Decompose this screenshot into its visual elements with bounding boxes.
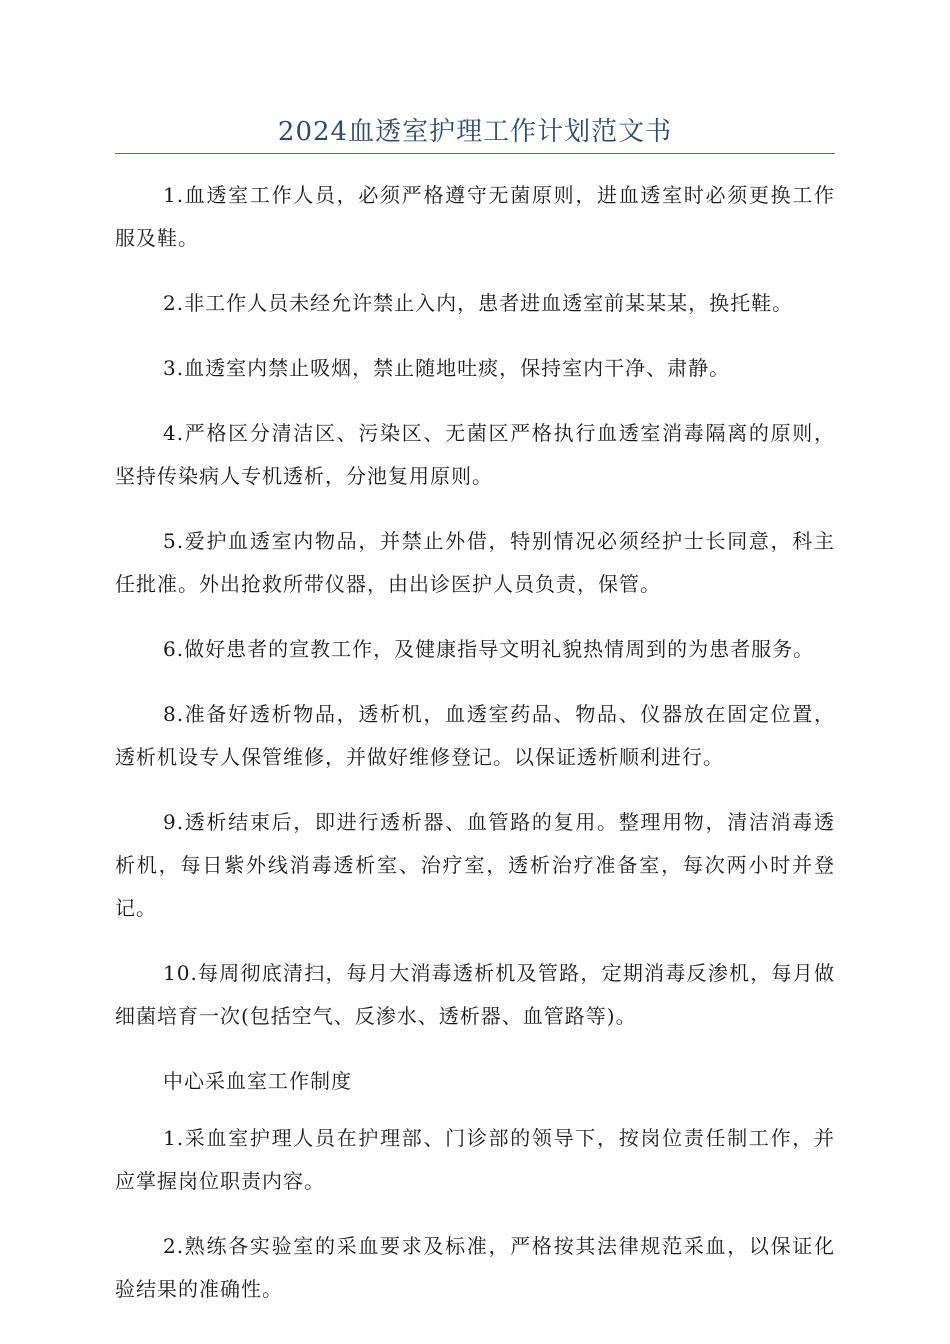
document-title: 2024血透室护理工作计划范文书: [277, 117, 673, 147]
paragraph: 3.血透室内禁止吸烟，禁止随地吐痰，保持室内干净、肃静。: [163, 356, 731, 380]
section-heading: 中心采血室工作制度: [163, 1069, 352, 1093]
document-body: [115, 174, 835, 1333]
paragraph: 2.非工作人员未经允许禁止入内，患者进血透室前某某某，换托鞋。: [163, 291, 794, 315]
paragraph: 4.严格区分清洁区、污染区、无菌区严格执行血透室消毒隔离的原则，坚持传染病人专机透析，分池复用原则。: [115, 421, 835, 488]
paragraph: 2.熟练各实验室的采血要求及标准，严格按其法律规范采血，以保证化验结果的准确性。: [115, 1234, 835, 1301]
paragraph: 1.血透室工作人员，必须严格遵守无菌原则，进血透室时必须更换工作服及鞋。: [115, 183, 835, 250]
title-underline: [115, 153, 835, 154]
paragraph: 6.做好患者的宣教工作，及健康指导文明礼貌热情周到的为患者服务。: [163, 637, 815, 661]
paragraph: 5.爱护血透室内物品，并禁止外借，特别情况必须经护士长同意，科主任批准。外出抢救所带仪器，由出诊医护人员负责，保管。: [115, 529, 835, 596]
paragraph: 9.透析结束后，即进行透析器、血管路的复用。整理用物，清洁消毒透析机，每日紫外线消毒透析室、治疗室，透析治疗准备室，每次两小时并登记。: [115, 810, 835, 920]
paragraph: 1.采血室护理人员在护理部、门诊部的领导下，按岗位责任制工作，并应掌握岗位职责内容。: [115, 1126, 835, 1193]
paragraph: 10.每周彻底清扫，每月大消毒透析机及管路，定期消毒反渗机，每月做细菌培育一次(包括空气、反渗水、透析器、血管路等)。: [115, 961, 835, 1028]
paragraph: 8.准备好透析物品，透析机，血透室药品、物品、仪器放在固定位置，透析机设专人保管维修，并做好维修登记。以保证透析顺利进行。: [115, 702, 835, 769]
